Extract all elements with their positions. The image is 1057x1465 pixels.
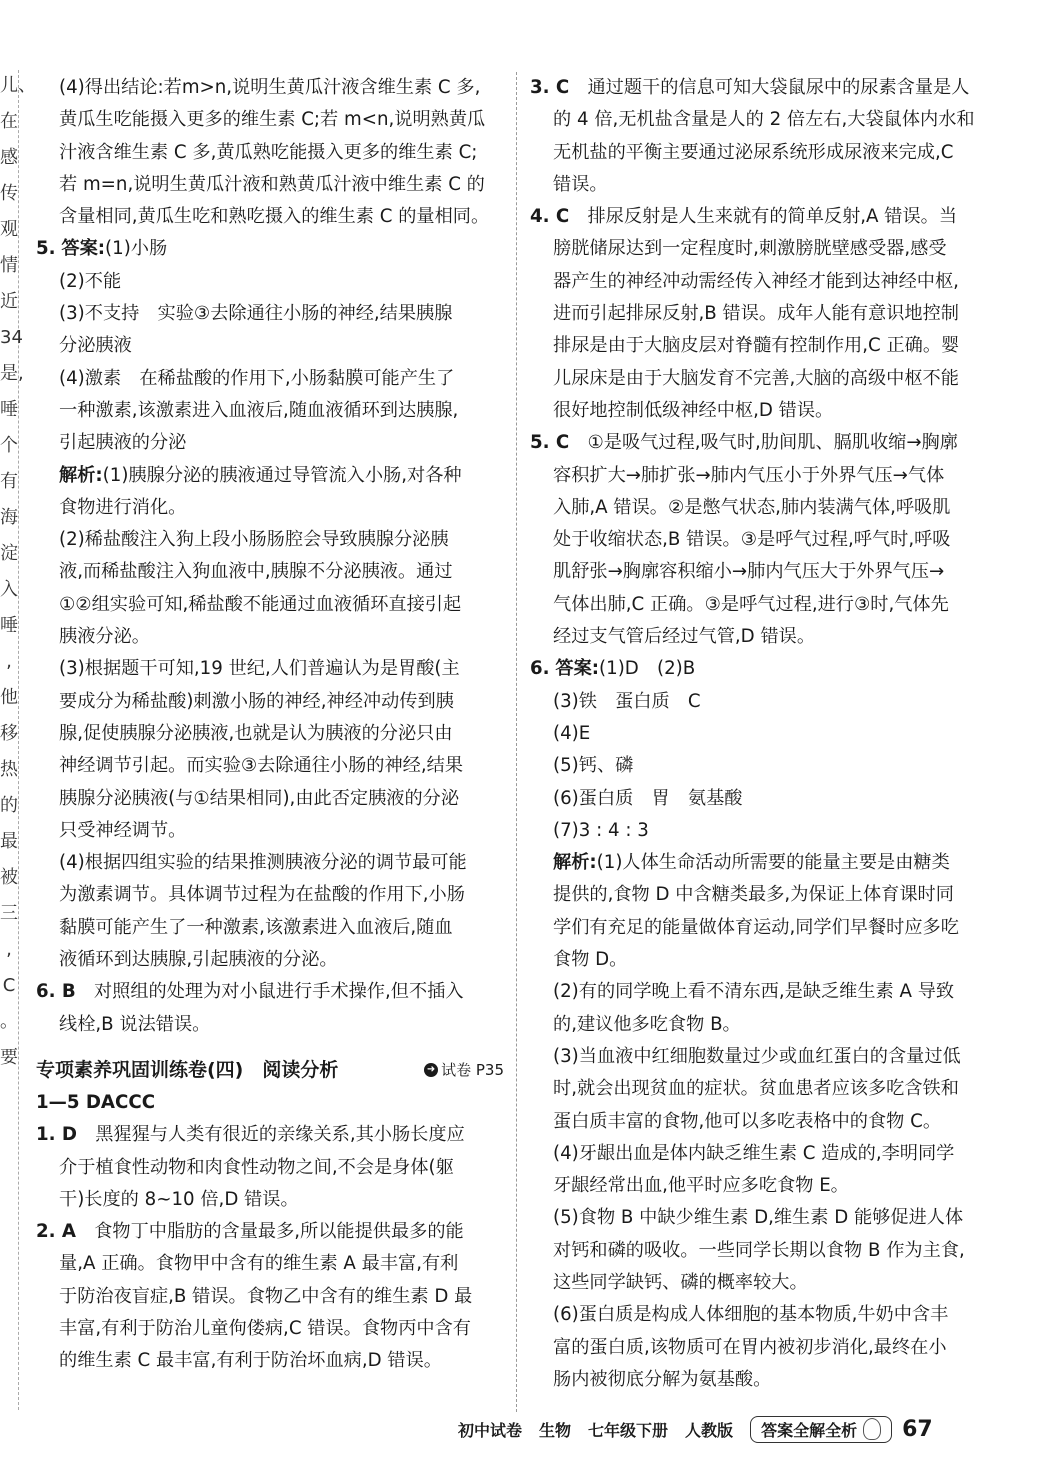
text-line: 儿尿床是由于大脑发育不完善,大脑的高级中枢不能	[553, 367, 959, 389]
text-line: 腺,促使胰腺分泌胰液,也就是认为胰液的分泌只由	[59, 722, 453, 744]
text-line: 对钙和磷的吸收。一些同学长期以食物 B 作为主食,	[553, 1239, 965, 1261]
edge-fragment-char: 在	[0, 111, 18, 132]
answer-text: (7)3 : 4 : 3	[553, 819, 649, 841]
text-line: 处于收缩状态,B 错误。③是呼气过程,呼气时,呼吸	[553, 529, 951, 551]
text-line: 通过题干的信息可知大袋鼠尿中的尿素含量是人	[587, 77, 970, 98]
text-line: (6)蛋白质是构成人体细胞的基本物质,牛奶中含丰	[553, 1304, 949, 1326]
text-line: (3)当血液中红细胞数量过少或血红蛋白的含量过低	[553, 1045, 961, 1067]
s5-line	[530, 427, 1000, 459]
edge-fragment-char: 海	[0, 507, 18, 528]
question-number: 5. C	[530, 432, 570, 454]
text-line: 丰富,有利于防治儿童佝偻病,C 错误。食物丙中含有	[59, 1317, 471, 1339]
left-column	[36, 72, 504, 1378]
text-line: 含量相同,黄瓜生吃和熟吃摄入的维生素 C 的量相同。	[59, 206, 490, 228]
text-line: 的,建议他多吃食物 B。	[553, 1013, 741, 1035]
text-line: (4)得出结论:若m>n,说明生黄瓜汁液含维生素 C 多,	[59, 77, 481, 98]
text-line: 只受神经调节。	[59, 819, 187, 841]
text-line: 为激素调节。具体调节过程为在盐酸的作用下,小肠	[59, 884, 465, 906]
analysis-label: 解析:	[553, 852, 597, 874]
text-line: 错误。	[553, 173, 608, 195]
answer-box	[750, 1416, 892, 1443]
question-number: 1. D	[36, 1124, 77, 1146]
text-line: 经过支气管后经过气管,D 错误。	[553, 626, 816, 648]
answer-text: 分泌胰液	[59, 335, 132, 357]
text-line: 黏膜可能产生了一种激素,该激素进入血液后,随血	[59, 916, 453, 938]
q5-answers	[36, 266, 504, 977]
text-line: 提供的,食物 D 中含糖类最多,为保证上体育课时同	[553, 884, 954, 906]
edge-fragment-char: 34	[0, 327, 23, 348]
text-line: 进而引起排尿反射,B 错误。成年人能有意识地控制	[553, 303, 959, 325]
text-line: 这些同学缺钙、磷的概率较大。	[553, 1271, 808, 1293]
s3-line	[530, 72, 1000, 104]
edge-fragment-char: C	[2, 975, 16, 996]
answer-text: (3)不支持 实验③去除通往小肠的神经,结果胰腺	[59, 303, 453, 325]
text-line: ①②组实验可知,稀盐酸不能通过血液循环直接引起	[59, 593, 462, 615]
page-footer	[458, 1412, 988, 1446]
text-line: ①是吸气过程,吸气时,肋间肌、膈肌收缩→胸廓	[587, 432, 958, 454]
text-line: 胰液分泌。	[59, 626, 150, 648]
section-title: 专项素养巩固训练卷(四) 阅读分析	[36, 1058, 339, 1081]
question-number: 5.	[36, 238, 56, 260]
q5-header	[36, 233, 504, 265]
text-line: 学们有充足的能量做体育运动,同学们早餐时应多吃	[553, 916, 959, 938]
text-line: 胰腺分泌胰液(与①结果相同),由此否定胰液的分泌	[59, 787, 460, 809]
analysis-line	[59, 460, 504, 492]
text-line: 很好地控制低级神经中枢,D 错误。	[553, 399, 834, 421]
text-line: (4)根据四组实验的结果推测胰液分泌的调节最可能	[59, 852, 467, 874]
edge-fragment-char: 传	[0, 183, 18, 204]
text-line: 液循环到达胰腺,引起胰液的分泌。	[59, 949, 338, 971]
arrow-right-circle-icon: ➜	[424, 1063, 438, 1077]
edge-fragment-char: 唾	[0, 399, 18, 420]
page-number: 67	[902, 1416, 933, 1442]
text-line: 介于植食性动物和肉食性动物之间,不会是身体(躯	[59, 1156, 454, 1178]
text-line: 食物 D。	[553, 949, 628, 971]
text-line: 黄瓜生吃能摄入更多的维生素 C;若 m<n,说明熟黄瓜	[59, 109, 486, 131]
text-line: (5)食物 B 中缺少维生素 D,维生素 D 能够促进人体	[553, 1207, 964, 1229]
text-line: 排尿反射是人生来就有的简单反射,A 错误。当	[587, 206, 958, 228]
text-line: 入肺,A 错误。②是憋气状态,肺内装满气体,呼吸肌	[553, 496, 951, 518]
section-ref-text: 试卷 P35	[441, 1060, 504, 1079]
text-line: 蛋白质丰富的食物,他可以多吃表格中的食物 C。	[553, 1110, 942, 1132]
answer-label: 答案:	[61, 238, 106, 260]
text-line: 汁液含维生素 C 多,黄瓜熟吃能摄入更多的维生素 C;	[59, 141, 478, 163]
text-line: (1)人体生命活动所需要的能量主要是由糖类	[596, 852, 950, 874]
edge-fragment-char: ,	[6, 939, 12, 960]
text-line: 的 4 倍,无机盐含量是人的 2 倍左右,大袋鼠体内水和	[553, 109, 975, 131]
edge-fragment-char: 热	[0, 759, 18, 780]
text-line: 富的蛋白质,该物质可在胃内被初步消化,最终在小	[553, 1336, 947, 1358]
question-number: 2. A	[36, 1221, 76, 1243]
footer-grade: 七年级下册	[588, 1420, 669, 1440]
answer-text: 一种激素,该激素进入血液后,随血液循环到达胰腺,	[59, 399, 459, 421]
text-line: 无机盐的平衡主要通过泌尿系统形成尿液来完成,C	[553, 141, 954, 163]
text-line: 食物丁中脂肪的含量最多,所以能提供最多的能	[94, 1221, 464, 1243]
edge-fragment-char: 三	[0, 903, 18, 924]
text-line: 要成分为稀盐酸)刺激小肠的神经,神经冲动传到胰	[59, 690, 454, 712]
text-line: 液,而稀盐酸注入狗血液中,胰腺不分泌胰液。通过	[59, 561, 453, 583]
text-line: 对照组的处理为对小鼠进行手术操作,但不插入	[93, 981, 464, 1003]
edge-fragment-char: 唾	[0, 615, 18, 636]
text-line: (4)牙龈出血是体内缺乏维生素 C 造成的,李明同学	[553, 1142, 955, 1164]
answer-text: (1)小肠	[105, 238, 168, 260]
edge-fragment-char: 的	[0, 795, 18, 816]
answer-text: (4)激素 在稀盐酸的作用下,小肠黏膜可能产生了	[59, 367, 455, 389]
answer-text: (1)D (2)B	[599, 658, 696, 680]
text-line: 线栓,B 说法错误。	[59, 1013, 211, 1035]
mascot-icon	[863, 1418, 881, 1440]
text-line: 排尿是由于大脑皮层对脊髓有控制作用,C 正确。婴	[553, 335, 960, 357]
edge-fragment-char: 个	[0, 435, 18, 456]
edge-fragment-char: 。	[0, 1011, 18, 1032]
text-line: 气体出肺,C 正确。③是呼气过程,进行③时,气体先	[553, 593, 949, 615]
analysis-label: 解析:	[59, 464, 103, 486]
question-number: 6.	[530, 658, 550, 680]
q4-conclusion	[36, 72, 504, 233]
answer-box-label: 答案全解全析	[761, 1420, 858, 1440]
text-line: 干)长度的 8~10 倍,D 错误。	[59, 1188, 299, 1210]
edge-fragment-char: 入	[0, 579, 18, 600]
question-number: 6. B	[36, 981, 76, 1003]
answer-text: 引起胰液的分泌	[59, 432, 187, 454]
footer-subject: 生物	[539, 1420, 572, 1440]
edge-fragment-char: 近	[0, 291, 18, 312]
s1-line	[36, 1119, 504, 1151]
q6-line	[36, 976, 504, 1008]
text-line: (2)有的同学晚上看不清东西,是缺乏维生素 A 导致	[553, 981, 955, 1003]
text-line: (3)根据题干可知,19 世纪,人们普遍认为是胃酸(主	[59, 658, 460, 680]
text-line: (1)胰腺分泌的胰液通过导管流入小肠,对各种	[102, 464, 462, 486]
text-line: (2)稀盐酸注入狗上段小肠肠腔会导致胰腺分泌胰	[59, 529, 449, 551]
footer-edition: 人教版	[685, 1420, 734, 1440]
edge-fragment-char: 移	[0, 723, 18, 744]
edge-fragment-char: 感	[0, 147, 18, 168]
text-line: 时,就会出现贫血的症状。贫血患者应该多吃含铁和	[553, 1078, 959, 1100]
question-number: 4. C	[530, 206, 570, 228]
edge-fragment-char: 观	[0, 219, 18, 240]
edge-fragment-char: 最	[0, 831, 18, 852]
edge-fragment-char: 他	[0, 687, 18, 708]
section-heading	[36, 1053, 504, 1087]
answer-label: 答案:	[555, 658, 600, 680]
footer-series: 初中试卷	[458, 1420, 523, 1440]
edge-fragment-char: 要	[0, 1047, 18, 1068]
answer-text: (2)不能	[59, 270, 122, 292]
text-line: 食物进行消化。	[59, 496, 187, 518]
edge-fragment-char: 情	[0, 255, 18, 276]
edge-fragment-char: 被	[0, 867, 18, 888]
edge-fragment-char: 儿、	[0, 75, 36, 96]
analysis-line	[553, 847, 1000, 879]
edge-fragment-char: 有	[0, 471, 18, 492]
answer-text: (3)铁 蛋白质 C	[553, 690, 701, 712]
text-line: 牙龈经常出血,他平时应多吃食物 E。	[553, 1175, 849, 1197]
text-line: 肌舒张→胸廓容积缩小→肺内气压大于外界气压→	[553, 561, 945, 583]
text-line: 的维生素 C 最丰富,有利于防治坏血病,D 错误。	[59, 1350, 442, 1372]
edge-fragment-char: ,	[6, 651, 12, 672]
text-line: 肠内被彻底分解为氨基酸。	[553, 1368, 772, 1390]
column-divider	[516, 72, 517, 1412]
s6-header	[530, 653, 1000, 685]
text-line: 神经调节引起。而实验③去除通往小肠的神经,结果	[59, 755, 464, 777]
text-line: 黑猩猩与人类有很近的亲缘关系,其小肠长度应	[95, 1124, 465, 1146]
answer-text: (6)蛋白质 胃 氨基酸	[553, 787, 743, 809]
text-line: 容积扩大→肺扩张→肺内气压小于外界气压→气体	[553, 464, 945, 486]
text-line: 于防治夜盲症,B 错误。食物乙中含有的维生素 D 最	[59, 1285, 473, 1307]
edge-fragment-char: 淀	[0, 543, 18, 564]
left-page-edge-fragment	[0, 70, 36, 1410]
answer-text: (5)钙、磷	[553, 755, 634, 777]
text-line: 若 m=n,说明生黄瓜汁液和熟黄瓜汁液中维生素 C 的	[59, 173, 485, 195]
s6-answers	[530, 686, 1000, 1397]
section-reference	[424, 1053, 504, 1087]
s4-line	[530, 201, 1000, 233]
edge-fragment-char: 是,	[0, 363, 24, 384]
s2-line	[36, 1216, 504, 1248]
text-line: 器产生的神经冲动需经传入神经才能到达神经中枢,	[553, 270, 959, 292]
right-column	[530, 72, 1000, 1396]
text-line: 膀胱储尿达到一定程度时,刺激膀胱壁感受器,感受	[553, 238, 947, 260]
text-line: 量,A 正确。食物甲中含有的维生素 A 最丰富,有利	[59, 1253, 459, 1275]
answer-text: (4)E	[553, 722, 591, 744]
question-number: 3. C	[530, 77, 570, 98]
quick-answers: 1—5 DACCC	[36, 1091, 156, 1113]
